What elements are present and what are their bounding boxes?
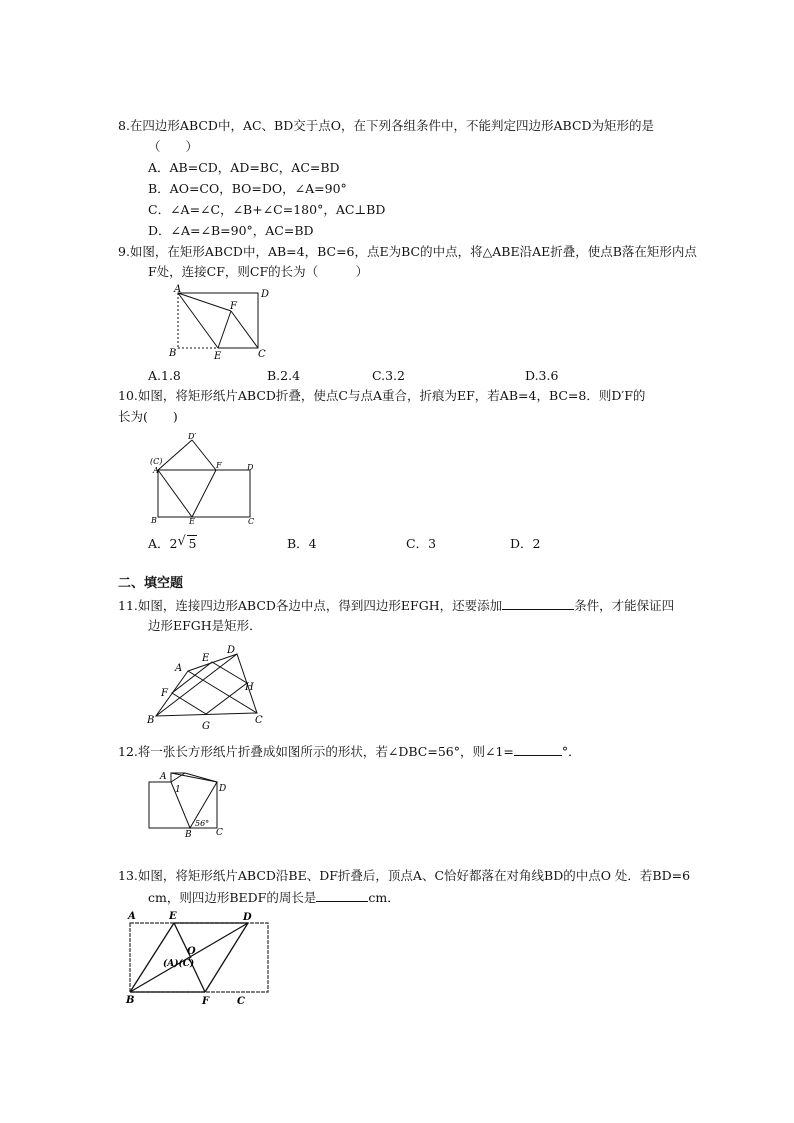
q9-option-b: B.2.4 [267,368,301,383]
q13-label-e: E [169,911,177,922]
q11-answer-blank[interactable] [502,597,574,610]
q10-option-b: B．4 [287,536,317,551]
q13-stem-line1: 13.如图，将矩形纸片ABCD沿BE、DF折叠后，顶点A、C恰好都落在对角线BD的中点O 处．若BD=6 [118,868,691,883]
q11-label-f: F [161,688,168,699]
q11-label-h: H [245,682,254,693]
q10-label-dprime: D′ [188,432,197,441]
q11-stem-line1 [118,597,674,614]
q11-label-g: G [202,721,210,732]
q9-stem-line2: F处，连接CF，则CF的长为（ ） [148,264,369,279]
q9-label-b: B [169,348,177,359]
q13-answer-blank[interactable] [316,889,368,902]
q9-label-a: A [174,284,182,295]
q13-label-c: C [237,996,245,1006]
q13-label-a: A [128,911,136,922]
q11-quad-efgh [172,662,247,714]
q11-label-b: B [147,715,155,726]
q8-answer-paren: （ ） [148,139,199,154]
q12-label-angle-56: 56° [195,819,210,828]
q10-label-c: C [248,517,255,526]
q11-stem-part2: 条件，才能保证四 [574,598,675,613]
q10-stem-line2: 长为( ) [118,409,178,424]
q10-figure-svg [145,430,260,528]
q12-label-angle-1: 1 [175,785,181,795]
q10-label-f: F [216,461,222,470]
q10-label-c-on-a: (C) [150,457,163,466]
q9-stem-line1: 9.如图，在矩形ABCD中，AB=4，BC=6，点E为BC的中点，将△ABE沿AE折叠，使点B落在矩形内点 [118,244,697,259]
q10-label-b: B [151,516,157,525]
q12-label-b: B [185,830,192,838]
q10-option-a-prefix: A．2 [148,536,178,551]
q9-label-e: E [214,351,222,362]
q13-label-a-c-folded: (A)(C) [163,959,195,969]
q13-stem-line2 [148,889,400,906]
q12-figure-svg [140,764,240,838]
q11-label-d: D [227,645,236,656]
q9-option-d: D.3.6 [525,368,559,383]
q10-label-a: A [153,466,159,475]
q12-label-d: D [219,784,227,794]
q9-label-f: F [230,301,237,312]
q12-label-c: C [216,828,223,838]
q9-rect-right [178,293,258,348]
q12-folded-flap [171,773,217,828]
q11-figure [143,642,268,734]
q13-figure [123,908,273,1006]
q10-option-d: D．2 [510,536,541,551]
q13-figure-svg [123,908,273,1006]
q8-option-a: A．AB=CD，AD=BC，AC=BD [148,160,340,175]
q11-figure-svg [143,642,268,734]
q8-option-c: C．∠A=∠C，∠B+∠C=180°，AC⊥BD [148,202,386,217]
q13-label-b: B [126,995,135,1006]
q9-label-c: C [258,349,266,360]
q10-option-c: C．3 [406,536,437,551]
q13-label-f: F [202,996,210,1006]
q11-label-c: C [255,715,263,726]
q9-figure [165,283,275,363]
q12-label-a: A [160,772,167,782]
sqrt-symbol: √ 5 [177,534,197,551]
q10-stem-line1: 10.如图，将矩形纸片ABCD折叠，使点C与点A重合，折痕为EF，若AB=4，BC=8．则D′F的 [118,388,646,403]
q12-figure [140,764,240,838]
q11-stem-line2: 边形EFGH是矩形． [148,618,262,633]
q8-stem: 8.在四边形ABCD中，AC、BD交于点O，在下列各组条件中，不能判定四边形ABCD为矩形的是 [118,118,655,133]
q11-label-e: E [202,653,210,664]
q8-option-b: B．AO=CO，BO=DO，∠A=90° [148,181,347,196]
section-title-fill-in: 二、填空题 [118,576,184,591]
q11-stem-part1: 11.如图，连接四边形ABCD各边中点，得到四边形EFGH，还要添加 [118,598,503,613]
q12-stem [118,743,581,760]
q12-answer-blank[interactable] [514,743,562,756]
q9-figure-svg [165,283,275,363]
q13-stem-part1: cm，则四边形BEDF的周长是 [148,890,317,905]
q11-label-a: A [175,663,183,674]
q9-label-d: D [261,289,270,300]
q9-option-a: A.1.8 [148,368,181,383]
q10-label-d: D [247,463,254,472]
q12-stem-part1: 12.将一张长方形纸片折叠成如图所示的形状，若∠DBC=56°，则∠1= [118,744,514,759]
q10-label-e: E [189,517,195,526]
q13-label-d: D [243,912,252,923]
q13-rect [130,923,268,992]
q12-stem-part2: °． [561,744,581,759]
q8-option-d: D．∠A=∠B=90°，AC=BD [148,223,314,238]
q9-option-c: C.3.2 [372,368,405,383]
q10-option-a-radicand: 5 [188,536,197,551]
q10-figure [145,430,260,528]
q13-stem-part2: cm． [368,890,400,905]
q10-option-a [148,536,197,552]
q13-label-o: O [187,946,196,957]
